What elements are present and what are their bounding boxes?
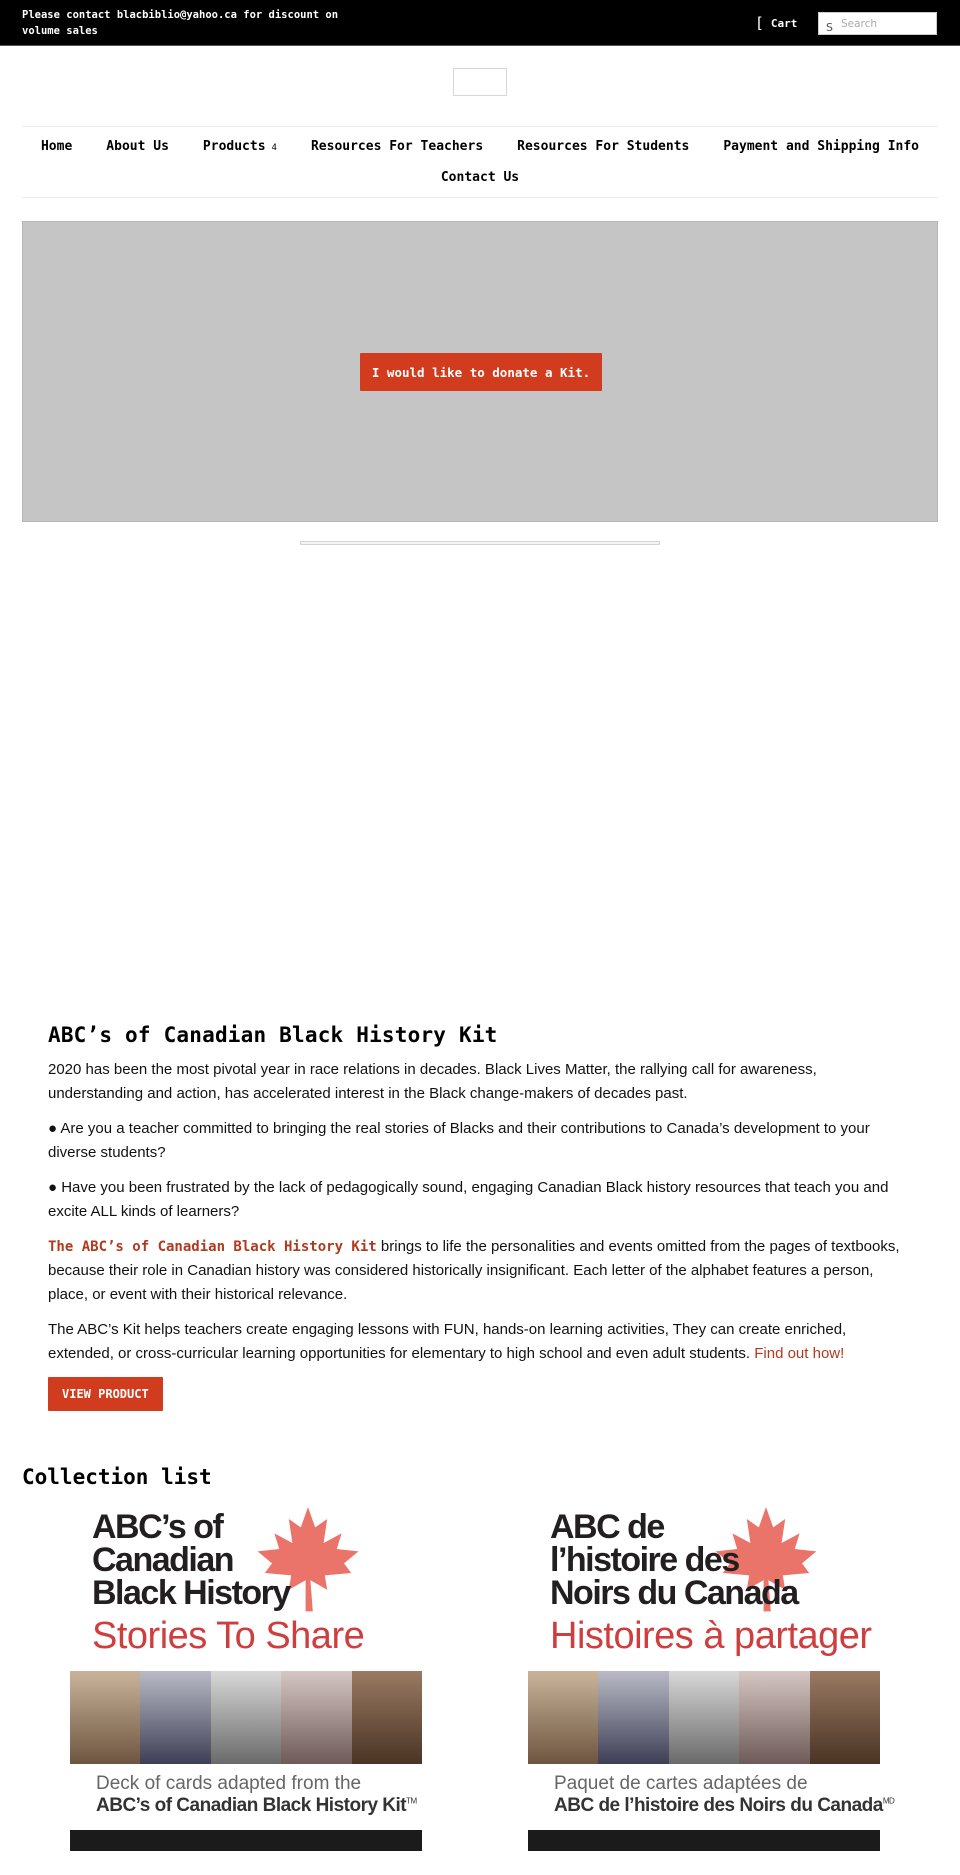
search-icon: S [826, 21, 833, 34]
nav-item-payment-shipping[interactable] [706, 131, 936, 162]
collection-list [0, 1465, 960, 1851]
cart-label: Cart [770, 16, 798, 30]
card-title: ABC de l’histoire des Noirs du Canada [550, 1508, 798, 1612]
nav-item-resources-students[interactable] [500, 131, 706, 162]
paragraph-text: brings to life the personalities and events omitted from the pages of textbooks, because their role in Canadian history was considered historically insignificant. Each letter of the alphabet features a person, place, or event with their historical relevance. [48, 1238, 900, 1303]
feature-bullet: ● Have you been frustrated by the lack of pedagogically sound, engaging Canadian Black history resources that teach you and excite ALL kinds of learners? [48, 1179, 889, 1220]
nav-item-resources-teachers[interactable] [294, 131, 500, 162]
empty-section [0, 545, 960, 1023]
view-product-button[interactable]: VIEW PRODUCT [48, 1377, 163, 1411]
cart-link[interactable] [757, 14, 797, 32]
feature-paragraph [48, 1318, 912, 1366]
card-caption: Deck of cards adapted from the [96, 1773, 362, 1794]
nav-label: Products [202, 139, 266, 154]
feature-title: ABC’s of Canadian Black History Kit [48, 1023, 498, 1047]
nav-item-home[interactable] [24, 131, 89, 162]
feature-paragraph: 2020 has been the most pivotal year in race relations in decades. Black Lives Matter, the rallying call for awareness, understanding and action, has accelerated interest in the Black change-makers of decades past. [48, 1061, 817, 1102]
search-input[interactable] [841, 15, 933, 32]
card-caption: Paquet de cartes adaptées de [554, 1773, 808, 1794]
collection-item-french[interactable] [480, 1501, 938, 1851]
nav-label: Resources For Teachers [310, 139, 484, 154]
card-title: ABC’s of Canadian Black History [92, 1508, 290, 1612]
collection-image [528, 1501, 895, 1851]
nav-item-products[interactable] [186, 131, 294, 162]
portrait-strip [528, 1671, 880, 1764]
kit-link[interactable]: The ABC’s of Canadian Black History Kit [48, 1239, 377, 1255]
main-nav [22, 126, 938, 198]
nav-label: Payment and Shipping Info [723, 139, 920, 154]
feature-section [0, 1023, 960, 1411]
feature-paragraph [48, 1235, 912, 1307]
collection-item-english[interactable] [22, 1501, 480, 1851]
announcement-bar [0, 0, 960, 46]
portrait-strip [70, 1671, 422, 1764]
nav-label: Contact Us [440, 170, 520, 185]
find-out-how-link[interactable]: Find out how! [754, 1345, 845, 1362]
nav-item-about-us[interactable] [89, 131, 186, 162]
card-caption-bold: ABC’s of Canadian Black History Kit™ [96, 1795, 417, 1816]
donate-kit-button[interactable]: I would like to donate a Kit. [360, 353, 602, 391]
announcement-text: Please contact blacbiblio@yahoo.ca for discount on volume sales [22, 9, 339, 37]
search-box[interactable] [818, 12, 937, 35]
cart-icon: [ [757, 14, 763, 32]
card-band [528, 1830, 880, 1851]
site-header [0, 46, 960, 126]
collection-title: Collection list [22, 1465, 212, 1489]
hero-slideshow [22, 221, 938, 522]
paragraph-text: The ABC’s Kit helps teachers create engaging lessons with FUN, hands-on learning activities, They can create enriched, extended, or cross-curricular learning opportunities for elementary to high school and even adult students. [48, 1321, 847, 1362]
card-subtitle: Histoires à partager [550, 1615, 872, 1657]
card-band [70, 1830, 422, 1851]
nav-label: Home [40, 139, 73, 154]
card-caption-bold: ABC de l’histoire des Noirs du Canada$^{MD}$ [554, 1795, 895, 1816]
site-logo[interactable] [453, 68, 507, 96]
nav-label: Resources For Students [517, 139, 690, 154]
nav-label: About Us [106, 139, 169, 154]
card-subtitle: Stories To Share [92, 1615, 365, 1657]
chevron-down-icon: 4 [271, 143, 277, 153]
nav-item-contact-us[interactable] [424, 162, 536, 193]
collection-image [70, 1501, 422, 1851]
feature-bullet: ● Are you a teacher committed to bringing the real stories of Blacks and their contributions to Canada’s development to your diverse students? [48, 1120, 870, 1161]
